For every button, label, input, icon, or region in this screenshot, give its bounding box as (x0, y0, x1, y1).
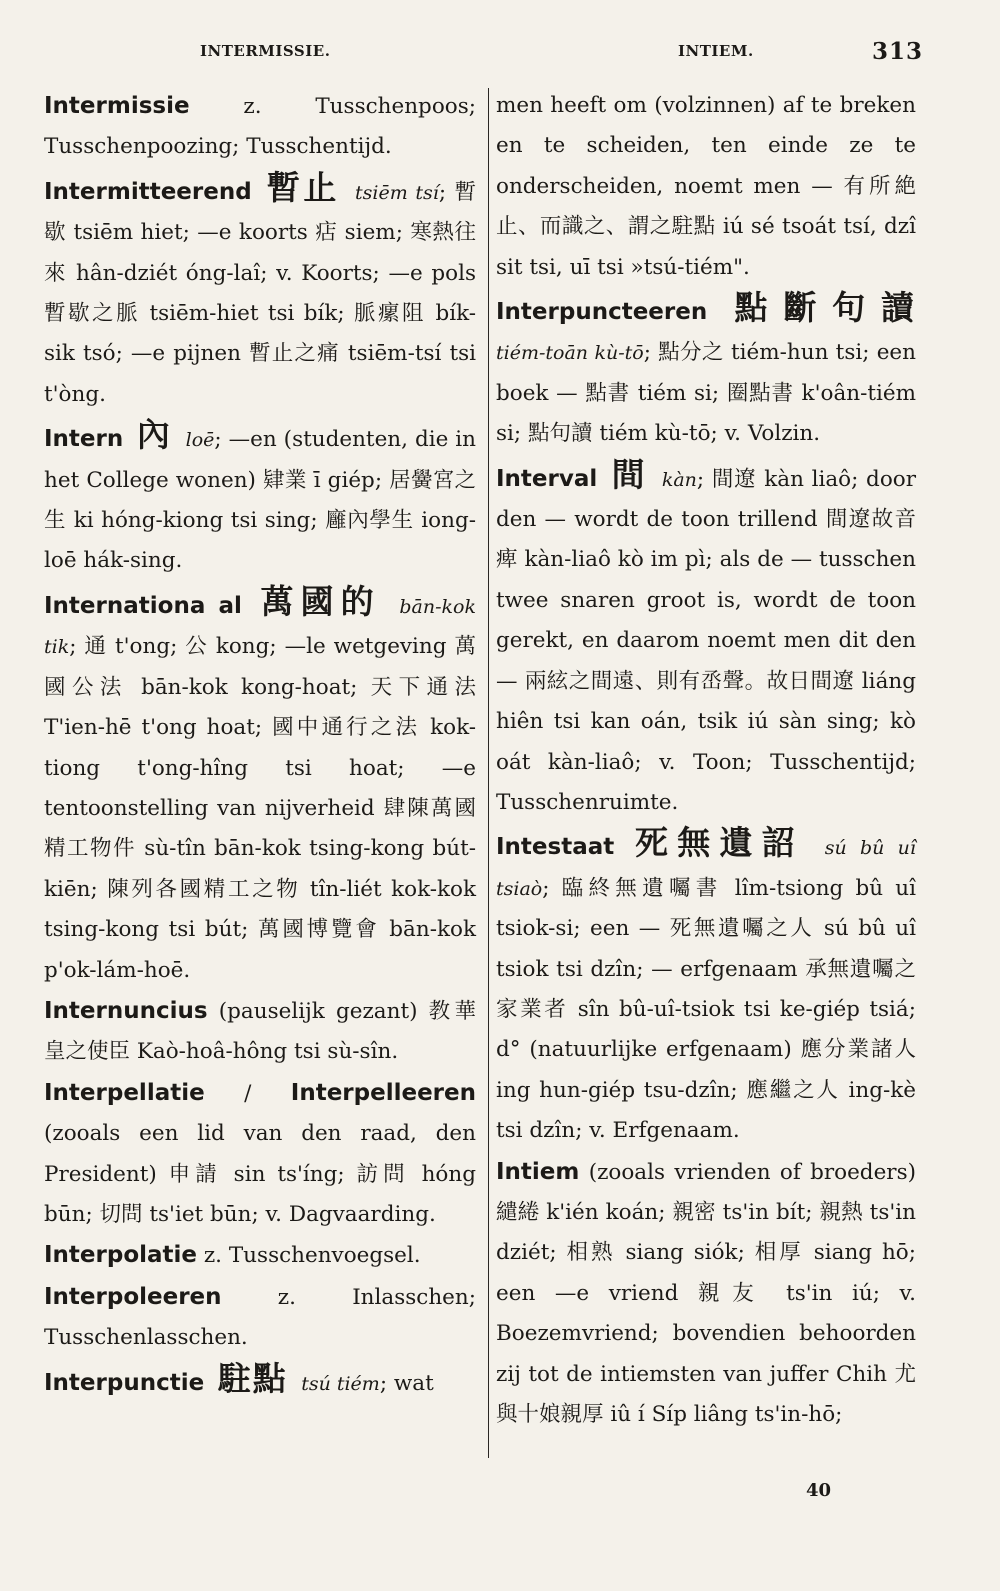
entry-interpunctie (44, 1359, 476, 1404)
entry-text: ; 暫歇 tsiēm hiet; —e koorts 痁 siem; 寒熱往來 hân-dziét óng-laî; v. Koorts; —e pols 暫歇之脈 tsiēm-hiet tsi bík; 脈瘰阻 bík-sik tsó; —e pijnen 暫止之痛 tsiēm-tsí tsi t'òng. (44, 179, 476, 407)
romanization: bān-kok tik (44, 595, 476, 659)
entry-internationaal (44, 582, 476, 991)
headword: Intiem (496, 1158, 580, 1185)
entry-text: men heeft om (volzinnen) af te breken en te scheiden, ten einde ze te onderscheiden, noemt men — 有所絶止、而識之、謂之駐點 iú sé tsoát tsí, dzî sit tsi, uī tsi »tsú-tiém". (496, 93, 916, 280)
headword: Internuncius (44, 997, 208, 1024)
chinese-term: 萬國的 (241, 581, 400, 621)
headword: Interval (496, 465, 598, 492)
romanization: tsú tiém (301, 1372, 380, 1395)
entry-interpuncteeren (496, 288, 916, 455)
entry-intermitteerend (44, 168, 476, 415)
chinese-term: 駐點 (204, 1358, 302, 1398)
headword: Intermissie (44, 93, 190, 119)
headword: Interpuncteeren (496, 299, 708, 326)
headword: Interpolatie (44, 1242, 198, 1269)
headword: Interpunctie (44, 1369, 205, 1396)
entry-intiem (496, 1152, 916, 1436)
entry-intern (44, 415, 476, 582)
running-head-left: INTERMISSIE. (200, 42, 331, 60)
column-divider (488, 88, 489, 1458)
running-head-right: INTIEM. (678, 42, 754, 60)
entry-text: ; wat (379, 1370, 434, 1396)
headword: Interpoleeren (44, 1283, 222, 1310)
entry-intermissie (44, 86, 476, 168)
chinese-term: 內 (123, 415, 186, 455)
headword: Interpellatie (44, 1079, 205, 1106)
headword: Intestaat (496, 834, 615, 861)
entry-interpoleeren (44, 1277, 476, 1359)
entry-interpolatie (44, 1235, 476, 1276)
entry-text: (pauselijk gezant) 教華皇之使臣 Kaò-hoâ-hông tsi sù-sîn. (44, 998, 476, 1065)
entry-text: (zooals vrienden of broeders) 繾綣 k'ién koán; 親密 ts'in bít; 親熱 ts'in dziét; 相熟 siang siók; 相厚 siang hō; een —e vriend 親友 ts'in iú; v. Boezemvriend; bovendien behoorden zij tot de intiemsten van juffer Chih 尤與十娘親厚 iû í Síp liâng ts'in-hō; (496, 1159, 916, 1427)
romanization: kàn (661, 468, 697, 491)
signature-mark: 40 (806, 1480, 832, 1501)
headword-alt: Interpelleeren (290, 1079, 476, 1106)
entry-text: z. Inlasschen; Tusschenlasschen. (44, 1284, 476, 1351)
entry-text: ; 點分之 tiém-hun tsi; een boek — 點書 tiém si; 圈點書 k'oân-tiém si; 點句讀 tiém kù-tō; v. Volzin. (496, 340, 916, 447)
entry-interpellatie: Interpellatie / Interpelleeren (zooals een lid van den raad, den President) 申請 sin ts'íng; 訪問 hóng būn; 切問 ts'iet būn; v. Dagvaarding. (44, 1079, 476, 1227)
entry-internuncius (44, 991, 476, 1073)
headword: Internationa al (44, 592, 242, 619)
chinese-term: 間 (597, 454, 662, 494)
right-column (496, 86, 916, 1435)
page-number: 313 (872, 38, 924, 65)
chinese-term: 暫止 (251, 167, 356, 207)
romanization: sú bû uî tsiaò (496, 837, 916, 900)
entry-text: z. Tusschenpoos; Tusschenpoozing; Tusschentijd. (44, 94, 476, 160)
headword: Intern (44, 426, 124, 453)
entry-text: ; 間遼 kàn liaô; door den — wordt de toon trillend 間遼故音痺 kàn-liaô kò im pì; als de — tusschen twee snaren groot is, wordt de toon gerekt, en daarom noemt men dit den — 兩絃之間遠、則有㞼聲。故日間遼 liáng hiên tsi kan oán, tsik iú sàn sing; kò oát kàn-liaô; v. Toon; Tusschentijd; Tusschenruimte. (496, 466, 916, 815)
entry-text: (zooals een lid van den raad, den President) 申請 sin ts'íng; 訪問 hóng būn; 切問 ts'iet būn; v. Dagvaarding. (44, 1121, 476, 1227)
romanization: loē (185, 429, 215, 452)
entry-text: ; —en (studenten, die in het College wonen) 肄業 ī giép; 居黌宮之生 ki hóng-kiong tsi sing; 廱內學生 iong-loē hák-sing. (44, 427, 476, 574)
entry-interval (496, 455, 916, 824)
romanization: tsiēm tsí (355, 181, 439, 204)
left-column (44, 86, 476, 1404)
romanization: tiém-toān kù-tō (496, 342, 644, 365)
entry-intestaat (496, 823, 916, 1151)
entry-interpunctie-continued (496, 86, 916, 288)
chinese-term: 點斷句讀 (707, 288, 916, 328)
entry-text: z. Tusschenvoegsel. (197, 1243, 421, 1269)
chinese-term: 死無遺詔 (614, 823, 825, 863)
headword: Intermitteerend (44, 178, 252, 205)
entry-text: ; 臨終無遺囑書 lîm-tsiong bû uî tsiok-si; een — 死無遺囑之人 sú bû uî tsiok tsi dzîn; — erfgenaam 承無遺囑之家業者 sîn bû-uî-tsiok tsi ke-giép tsiá; d° (natuurlijke erfgenaam) 應分業諸人 ing hun-giép tsu-dzîn; 應繼之人 ing-kè tsi dzîn; v. Erfgenaam. (496, 875, 916, 1144)
entry-text: ; 通 t'ong; 公 kong; —le wetgeving 萬國公法 bān-kok kong-hoat; 天下通法 T'ien-hē t'ong hoat; 國中通行之法 kok-tiong t'ong-hîng tsi hoat; —e tentoonstelling van nijverheid 肆陳萬國精工物件 sù-tîn bān-kok tsing-kong bút-kiēn; 陳列各國精工之物 tîn-liét kok-kok tsing-kong tsi bút; 萬國博覽會 bān-kok p'ok-lám-hoē. (44, 634, 476, 983)
